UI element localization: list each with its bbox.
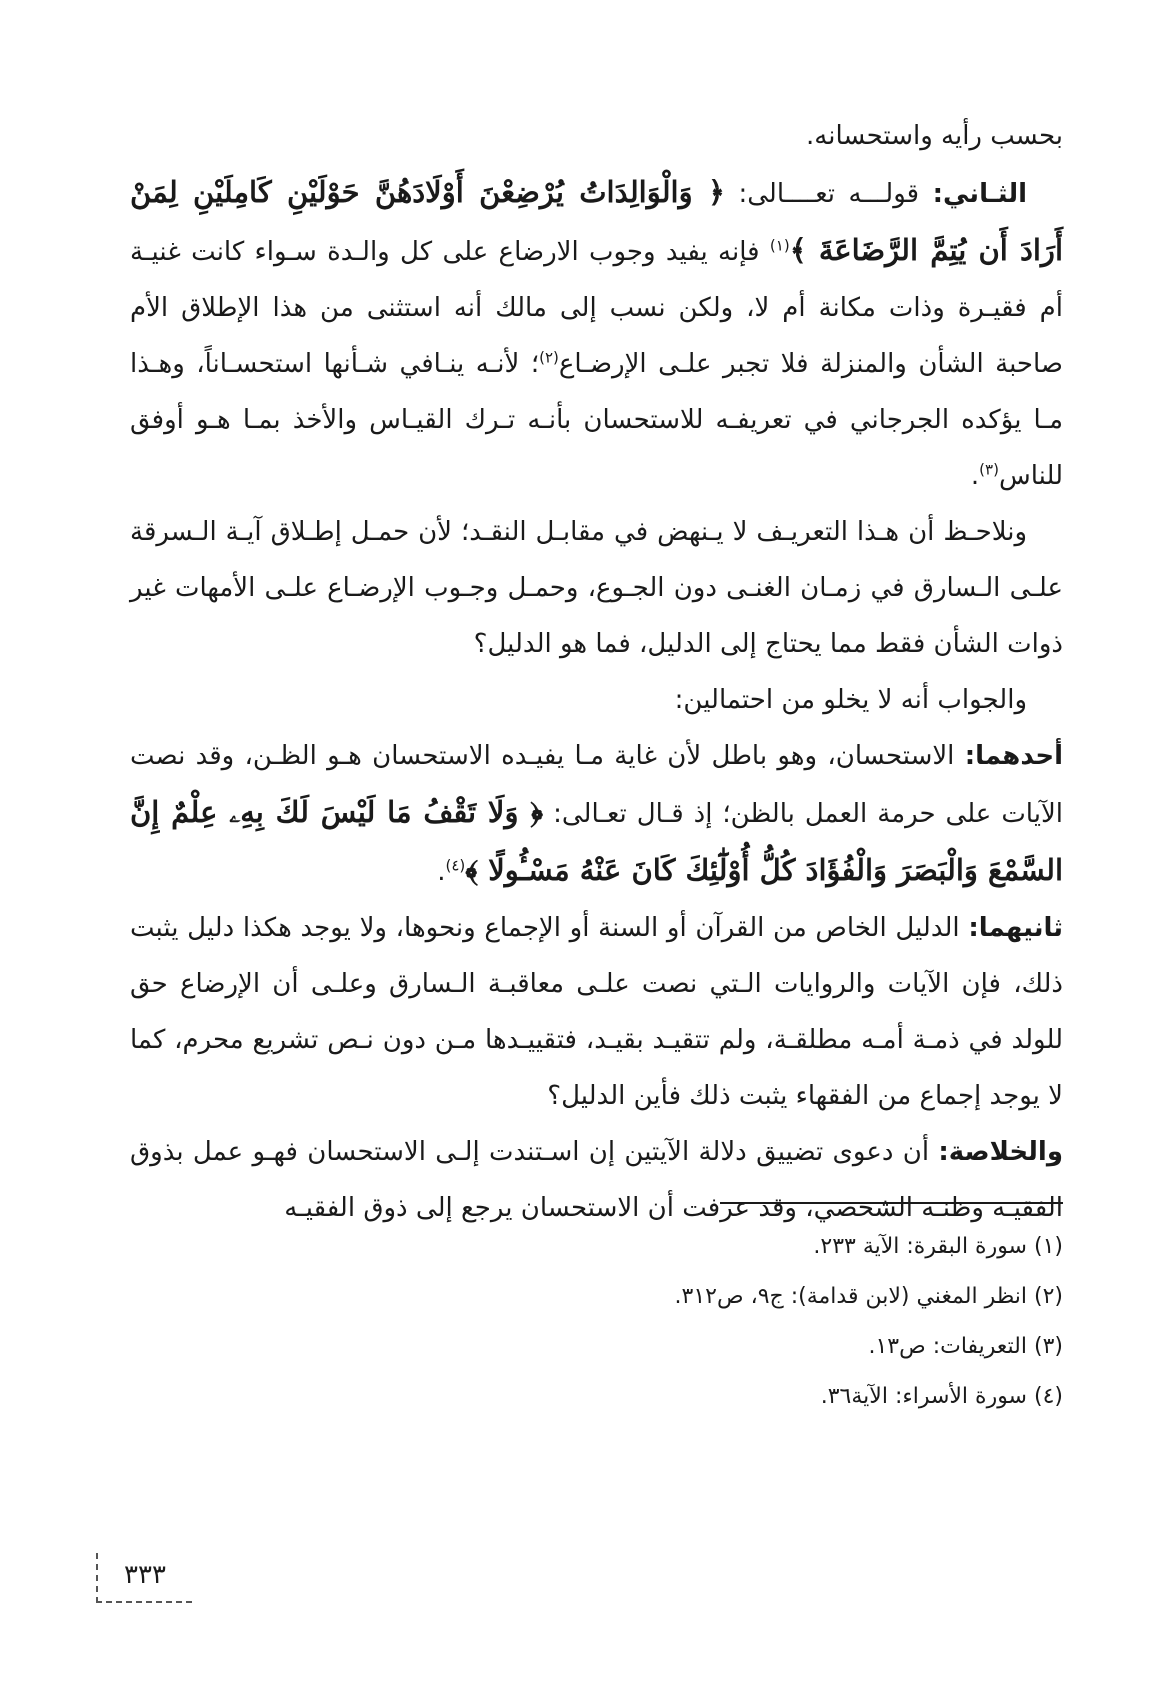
footnote-ref-2: (٢) — [539, 348, 559, 367]
footnote-1: (١) سورة البقرة: الآية ٢٣٣. — [813, 1234, 1063, 1259]
paragraph-6 — [130, 900, 1063, 1124]
quran-verse-2: ﴿ وَلَا تَقْفُ مَا لَيْسَ لَكَ بِهِۦ عِلْمٌ إِنَّ السَّمْعَ وَالْبَصَرَ وَالْفُؤَادَ كُلُّ أُوْلَٰٓئِكَ كَانَ عَنْهُ مَسْـُٔولًا ﴾ — [130, 795, 1063, 887]
paragraph-2-text-a: فإنه يفيد وجوب الارضاع على كل والـدة سـواء كانت غنيـة أم فقيـرة وذات مكانة أم لا، ولكن نسب إلى مالك أنه استثنى من هذا الإطلاق الأم صاحبة الشأن والمنزلة فلا تجبر علـى الإرضـاع — [130, 237, 1064, 379]
main-text — [130, 108, 1063, 1236]
page-number: ٣٣٣ — [96, 1553, 192, 1603]
paragraph-3: ونلاحـظ أن هـذا التعريـف لا يـنهض في مقابـل النقـد؛ لأن حمـل إطـلاق آيـة الـسرقة علـى الـسارق في زمـان الغنـى دون الجـوع، وحمـل وجـوب الإرضـاع علـى الأمهات غير ذوات الشأن فقط مما يحتاج إلى الدليل، فما هو الدليل؟ — [130, 517, 1063, 659]
quran-verse-1: ﴿ وَالْوَالِدَاتُ يُرْضِعْنَ أَوْلَادَهُنَّ حَوْلَيْنِ كَامِلَيْنِ لِمَنْ أَرَادَ أَن يُتِمَّ الرَّضَاعَةَ ﴾ — [130, 175, 1063, 267]
paragraph-1: بحسب رأيه واستحسانه. — [806, 121, 1063, 151]
footnote-ref-3: (٣) — [979, 460, 999, 479]
paragraph-6-label: ثانيهما: — [968, 913, 1063, 943]
footnote-2: (٢) انظر المغني (لابن قدامة): ج٩، ص٣١٢. — [674, 1284, 1063, 1309]
paragraph-7 — [130, 1124, 1063, 1236]
paragraph-2-label: الثـاني: — [932, 179, 1028, 209]
paragraph-5-label: أحدهما: — [964, 741, 1063, 771]
paragraph-2-end: . — [970, 461, 980, 491]
footnote-ref-4: (٤) — [445, 856, 466, 875]
footnote-3: (٣) التعريفات: ص١٣. — [868, 1334, 1063, 1359]
paragraph-7-label: والخلاصة: — [938, 1137, 1063, 1167]
paragraph-2-intro: قولـــه تعــــالى: — [724, 179, 933, 209]
paragraph-6-text: الدليل الخاص من القرآن أو السنة أو الإجماع ونحوها، ولا يوجد هكذا دليل يثبت ذلك، فإن الآيات والروايات الـتي نصت علـى معاقبـة الـسارق وعلـى أن الإرضاع حق للولد في ذمـة أمـه مطلقـة، ولم تتقيـد بقيـد، فتقييـدها مـن دون نـص تشريع محرم، كما لا يوجد إجماع من الفقهاء يثبت ذلك فأين الدليل؟ — [130, 913, 1063, 1111]
footnote-divider — [720, 1202, 1063, 1204]
paragraph-5 — [130, 728, 1063, 900]
paragraph-2 — [130, 164, 1063, 504]
paragraph-5-end: . — [437, 857, 446, 887]
footnote-ref-1: (١) — [769, 236, 790, 255]
paragraph-4: والجواب أنه لا يخلو من احتمالين: — [674, 685, 1027, 715]
paragraph-7-text: أن دعوى تضييق دلالة الآيتين إن اسـتندت إلـى الاستحسان فهـو عمل بذوق الفقيـه وظنـه الشخصي، وقد عرفت أن الاستحسان يرجع إلى ذوق الفقيـه — [130, 1137, 1063, 1223]
paragraph-5-text: الاستحسان، وهو باطل لأن غاية مـا يفيـده الاستحسان هـو الظـن، وقد نصت الآيات على حرمة العمل بالظن؛ إذ قـال تعـالى: — [130, 741, 1063, 829]
footnote-4: (٤) سورة الأسراء: الآية٣٦. — [820, 1384, 1063, 1409]
footnotes — [500, 1222, 1063, 1422]
paragraph-2-text-b: ؛ لأنـه ينـافي شـأنها استحسـاناً، وهـذا مـا يؤكده الجرجاني في تعريفـه للاستحسان بأنـه تـرك القيـاس والأخذ بمـا هـو أوفق للناس — [130, 349, 1063, 491]
